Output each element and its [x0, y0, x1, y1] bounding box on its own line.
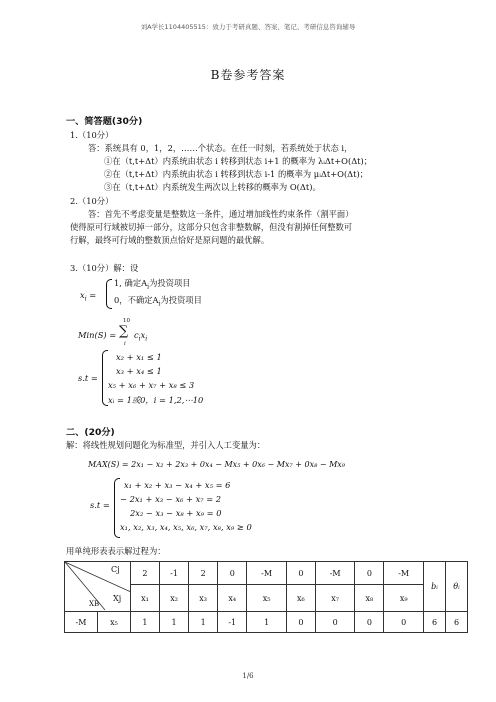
table-cell: 0	[315, 612, 355, 633]
x-header: x₇	[315, 585, 355, 612]
x-header: x₈	[355, 585, 384, 612]
q2-head: 2.（10分）	[70, 196, 114, 206]
q3-constraint1: x₂ + x₁ ≤ 1	[116, 352, 162, 362]
q1-line3: ②在（t,t+Δt）内系统由状态 i 转移到状态 i-1 的概率为 μᵢΔt+O(Δt)；	[104, 169, 369, 179]
table-cell: -1	[218, 612, 247, 633]
table-cell: 1	[247, 612, 287, 633]
q2-line3: 行解，最终可行域的整数顶点恰好是原问题的最优解。	[70, 235, 270, 245]
q3-objective: Min(S) =	[78, 330, 117, 340]
c-value: -M	[247, 562, 287, 585]
q3-constraint3: x₅ + x₆ + x₇ + x₈ ≤ 3	[108, 380, 195, 390]
table-cell: 0	[384, 612, 424, 633]
table-cell: x₅	[98, 612, 131, 633]
page-header: 刘A学长1104405515：致力于考研真题、答案、笔记、考研信息咨询辅导	[140, 23, 356, 31]
sum-body: $c_ix_i$	[134, 330, 148, 343]
cj-label: Cj	[111, 565, 120, 574]
q3-constraint2: x₃ + x₄ ≤ 1	[116, 366, 162, 376]
xj-label: Xj	[113, 594, 122, 603]
section2-st-label: s.t =	[90, 500, 110, 510]
x-header: x₂	[159, 585, 188, 612]
table-intro: 用单纯形表表示解过程为：	[66, 546, 166, 556]
xi-symbol: $x_i$ =	[80, 290, 97, 303]
table-cell: 0	[355, 612, 384, 633]
c-value: 0	[218, 562, 247, 585]
section2-constraint1: x₁ + x₂ + x₃ − x₄ + x₅ = 6	[124, 480, 231, 490]
xi-case1: 1, 确定$A_i$为投资项目	[114, 278, 191, 291]
c-value: 2	[131, 562, 160, 585]
sum-bottom: i	[124, 341, 126, 347]
bi-header: bᵢ	[424, 562, 446, 612]
q3-constraint4: xᵢ = 1或0，i = 1,2,⋯10	[108, 395, 204, 405]
q1-head: 1.（10分）	[70, 130, 114, 140]
table-row	[65, 612, 468, 633]
q2-line1: 答：首先不考虑变量是整数这一条件，通过增加线性约束条件（割平面）	[88, 209, 354, 219]
section2-constraint4: x₁, x₂, x₃, x₄, x₅, x₆, x₇, x₈, x₉ ≥ 0	[120, 522, 252, 532]
q2-line2: 使得原可行域被切掉一部分，这部分只包含非整数解，但没有割掉任何整数可	[70, 222, 353, 232]
table-corner-cell	[65, 562, 131, 612]
table-cell: 0	[286, 612, 315, 633]
table-cell: 1	[159, 612, 188, 633]
table-cell: 6	[424, 612, 446, 633]
c-value: 0	[355, 562, 384, 585]
section2-constraint3: 2x₂ − x₃ − x₈ + x₉ = 0	[130, 508, 222, 518]
q3-st-label: s.t =	[78, 373, 98, 383]
sum-sign: ∑	[119, 324, 129, 339]
c-value: -M	[315, 562, 355, 585]
xb-label: XB	[89, 600, 100, 608]
x-header: x₃	[189, 585, 218, 612]
q1-line2: ①在（t,t+Δt）内系统由状态 i 转移到状态 i+1 的概率为 λᵢΔt+O(Δt)；	[104, 156, 373, 166]
c-value: 0	[286, 562, 315, 585]
q3-head: 3.（10分）解：设	[70, 263, 139, 273]
q1-line1: 答：系统具有 0，1，2，……个状态。在任一时刻，若系统处于状态 i，	[88, 143, 353, 153]
sum-top: 10	[123, 318, 130, 324]
page-title: B卷参考答案	[210, 68, 286, 82]
x-header: x₁	[131, 585, 160, 612]
table-cell: -M	[65, 612, 98, 633]
table-cell: 6	[446, 612, 468, 633]
section2-constraint2: − 2x₁ + x₃ − x₆ + x₇ = 2	[120, 494, 222, 504]
x-header: x₆	[286, 585, 315, 612]
c-value: 2	[189, 562, 218, 585]
simplex-table	[64, 561, 468, 633]
c-value: -M	[384, 562, 424, 585]
table-cell: 1	[131, 612, 160, 633]
q1-line4: ③在（t,t+Δt）内系统发生两次以上转移的概率为 O(Δt)。	[104, 182, 321, 192]
x-header: x₄	[218, 585, 247, 612]
xi-case2: 0，不确定$A_i$为投资项目	[114, 295, 202, 308]
page-number: 1/6	[242, 672, 254, 680]
theta-header: θᵢ	[446, 562, 468, 612]
x-header: x₉	[384, 585, 424, 612]
section2-intro: 解：将线性规划问题化为标准型，并引入人工变量为：	[66, 440, 266, 450]
c-value: -1	[159, 562, 188, 585]
section2-objective: MAX(S) = 2x₁ − x₂ + 2x₃ + 0x₄ − Mx₅ + 0x₆ − Mx₇ + 0x₈ − Mx₉	[88, 460, 345, 469]
x-header: x₅	[247, 585, 287, 612]
table-cell: 1	[189, 612, 218, 633]
section1-heading: 一、简答题(30分)	[66, 116, 143, 127]
section2-heading: 二、(20分)	[66, 427, 115, 438]
xi-brace	[106, 279, 112, 309]
